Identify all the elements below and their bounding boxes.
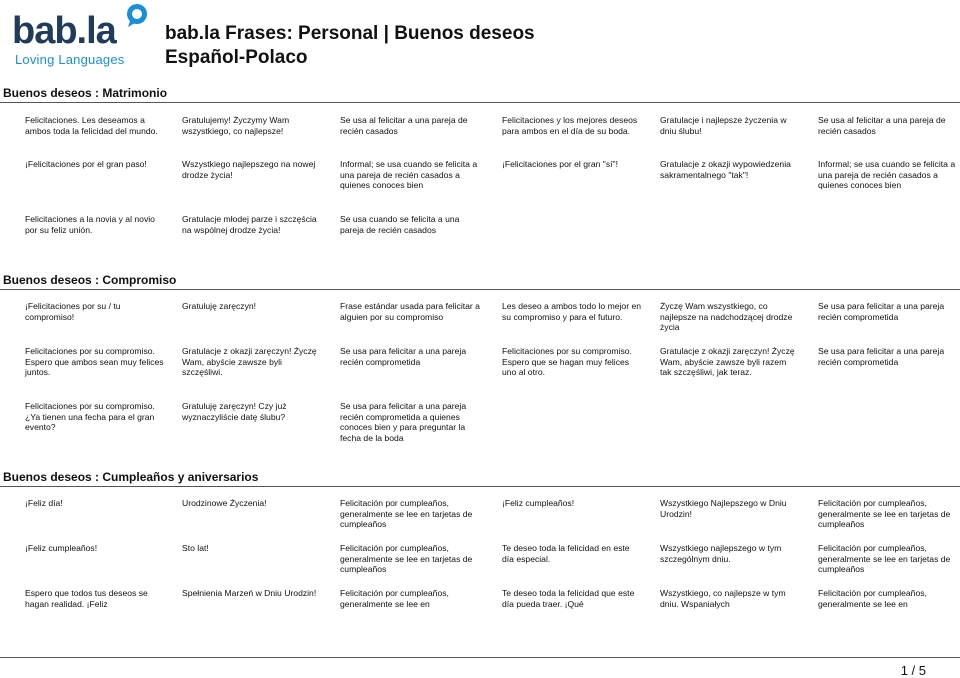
phrase-source: Espero que todos tus deseos se hagan realidad. ¡Feliz — [25, 588, 148, 609]
section-divider — [0, 486, 960, 487]
phrase-usage-note: Se usa al felicitar a una pareja de recién casados — [340, 115, 468, 136]
phrase-usage-note: Felicitación por cumpleaños, generalmente se lee en tarjetas de cumpleaños — [340, 543, 473, 575]
phrase-usage-note: Felicitación por cumpleaños, generalmente se lee en — [818, 588, 927, 609]
babla-logo — [12, 2, 152, 72]
phrase-translation: Gratuluję zaręczyn! Czy już wyznaczyliście datę ślubu? — [182, 401, 287, 422]
phrase-source: ¡Feliz cumpleaños! — [502, 498, 575, 508]
phrase-usage-note: Se usa cuando se felicita a una pareja de recién casados — [340, 214, 460, 235]
phrase-translation: Sto lat! — [182, 543, 209, 553]
page-number: 1 / 5 — [900, 663, 926, 678]
phrase-source: ¡Feliz día! — [25, 498, 63, 508]
footer-divider — [0, 657, 960, 658]
phrase-usage-note: Se usa al felicitar a una pareja de recién casados — [818, 115, 946, 136]
phrase-translation: Gratulacje z okazji wypowiedzenia sakramentalnego "tak"! — [660, 159, 791, 180]
phrase-translation: Gratulacje młodej parze i szczęścia na wspólnej drodze życia! — [182, 214, 317, 235]
page-title — [165, 22, 535, 70]
phrase-usage-note: Felicitación por cumpleaños, generalmente se lee en tarjetas de cumpleaños — [340, 498, 473, 530]
page-title-line-1: bab.la Frases: Personal | Buenos deseos — [165, 23, 535, 44]
section-title-matrimonio: Buenos deseos : Matrimonio — [3, 86, 168, 100]
phrase-usage-note: Se usa para felicitar a una pareja recién comprometida — [818, 346, 945, 367]
phrase-usage-note: Frase estándar usada para felicitar a alguien por su compromiso — [340, 301, 480, 322]
phrase-translation: Wszystkiego, co najlepsze w tym dniu. Wspaniałych — [660, 588, 786, 609]
phrase-translation: Gratulacje z okazji zaręczyn! Życzę Wam, abyście zawsze byli szczęśliwi. — [182, 346, 317, 378]
section-title-cumpleanos: Buenos deseos : Cumpleaños y aniversarios — [3, 470, 259, 484]
phrase-source: Felicitaciones a la novia y al novio por su feliz unión. — [25, 214, 155, 235]
logo-text: bab.la — [12, 10, 116, 52]
phrase-translation: Gratulacje i najlepsze życzenia w dniu ślubu! — [660, 115, 787, 136]
phrase-source: Te deseo toda la felicidad en este día especial. — [502, 543, 630, 564]
phrase-usage-note: Felicitación por cumpleaños, generalmente se lee en tarjetas de cumpleaños — [818, 543, 951, 575]
section-divider — [0, 289, 960, 290]
phrase-source: Felicitaciones. Les deseamos a ambos toda la felicidad del mundo. — [25, 115, 158, 136]
section-title-compromiso: Buenos deseos : Compromiso — [3, 273, 177, 287]
phrase-usage-note: Se usa para felicitar a una pareja recién comprometida — [818, 301, 945, 322]
section-divider — [0, 102, 960, 103]
phrase-translation: Gratuluję zaręczyn! — [182, 301, 257, 311]
phrase-translation: Gratulacje z okazji zaręczyn! Życzę Wam, abyście zawsze byli razem tak szczęśliwi, jak teraz. — [660, 346, 795, 378]
phrase-usage-note: Felicitación por cumpleaños, generalmente se lee en tarjetas de cumpleaños — [818, 498, 951, 530]
phrase-usage-note: Informal; se usa cuando se felicita a una pareja de recién casados a quienes conoces bien — [340, 159, 478, 191]
phrase-usage-note: Se usa para felicitar a una pareja recién comprometida — [340, 346, 467, 367]
phrase-source: Felicitaciones y los mejores deseos para ambos en el día de su boda. — [502, 115, 638, 136]
phrase-source: ¡Felicitaciones por el gran "sí"! — [502, 159, 618, 169]
phrase-usage-note: Informal; se usa cuando se felicita a una pareja de recién casados a quienes conoces bien — [818, 159, 956, 191]
phrase-usage-note: Se usa para felicitar a una pareja recién comprometida a quienes conoces bien y para preguntar la fecha de la boda — [340, 401, 467, 443]
phrase-source: ¡Felicitaciones por el gran paso! — [25, 159, 147, 169]
phrase-translation: Wszystkiego najlepszego na nowej drodze życia! — [182, 159, 316, 180]
speech-bubble-icon — [124, 2, 150, 28]
phrase-source: Les deseo a ambos todo lo mejor en su compromiso y para el futuro. — [502, 301, 642, 322]
phrase-translation: Wszystkiego Najlepszego w Dniu Urodzin! — [660, 498, 787, 519]
phrase-translation: Gratulujemy! Życzymy Wam wszystkiego, co najlepsze! — [182, 115, 290, 136]
phrase-source: Felicitaciones por su compromiso. Espero que se hagan muy felices uno al otro. — [502, 346, 632, 378]
phrase-source: Te deseo toda la felicidad que este día pueda traer. ¡Qué — [502, 588, 635, 609]
logo-tagline: Loving Languages — [15, 52, 125, 67]
phrase-translation: Wszystkiego najlepszego w tym szczególnym dniu. — [660, 543, 782, 564]
phrase-source: Felicitaciones por su compromiso. ¿Ya tienen una fecha para el gran evento? — [25, 401, 155, 433]
page-header — [0, 0, 960, 80]
page-title-line-2: Español-Polaco — [165, 47, 308, 68]
phrase-translation: Urodzinowe Życzenia! — [182, 498, 267, 508]
phrase-translation: Życzę Wam wszystkiego, co najlepsze na nadchodzącej drodze życia — [660, 301, 793, 333]
phrase-usage-note: Felicitación por cumpleaños, generalmente se lee en — [340, 588, 449, 609]
phrase-source: ¡Feliz cumpleaños! — [25, 543, 98, 553]
phrase-source: Felicitaciones por su compromiso. Espero que ambos sean muy felices juntos. — [25, 346, 164, 378]
phrase-source: ¡Felicitaciones por su / tu compromiso! — [25, 301, 121, 322]
phrase-translation: Spełnienia Marzeń w Dniu Urodzin! — [182, 588, 317, 598]
